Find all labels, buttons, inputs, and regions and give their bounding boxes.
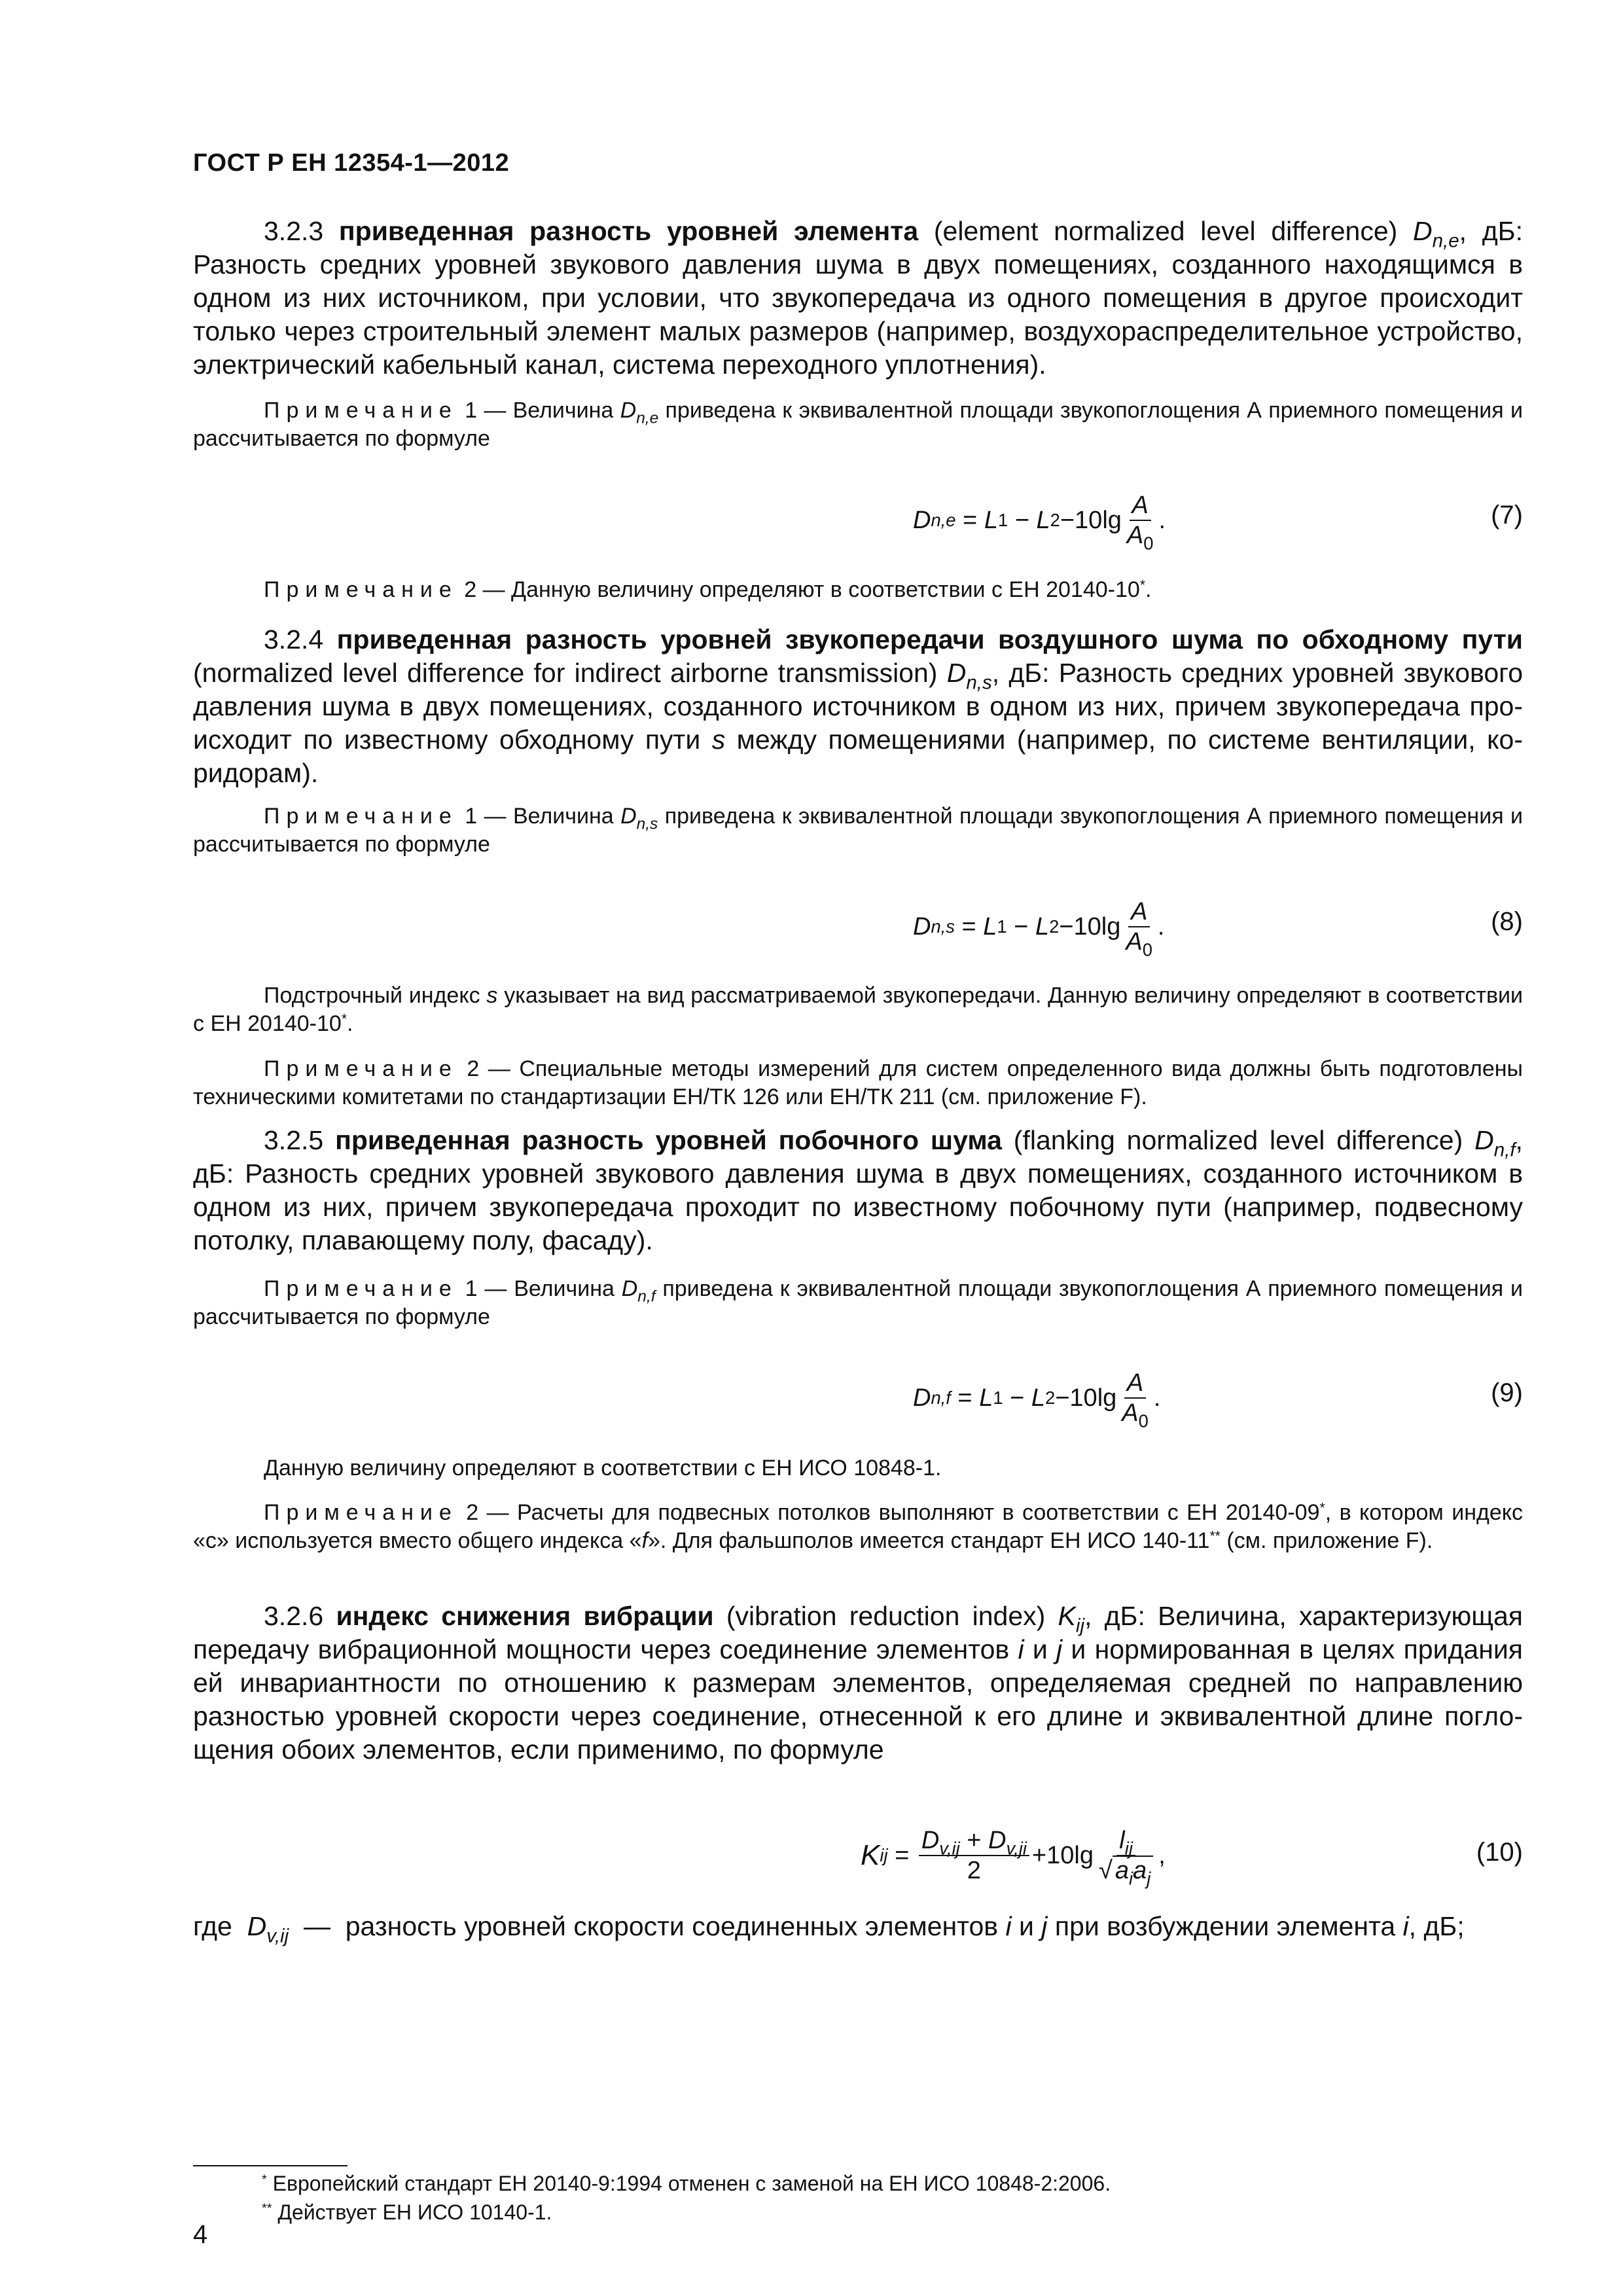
note-3-2-5-2: Примечание 2 — Расчеты для подвесных потолков выполняют в соответствии с ЕН 20140-09*, в котором индекс «с» используется вместо общего индекса «f». Для фальшполов имеется стандарт ЕН ИСО 140-11** (см. приложение F). xyxy=(193,1500,1523,1553)
formula-10: K ij = $\frac{D_{v,ij} + D_{v,ji}}{2}$ + 10lg $\frac{l_{ij}}{√ a_ia_j}$ , (10) xyxy=(861,1827,1523,1889)
note-3-2-4-1: Примечание 1 — Величина $D_{n,s}$ приведена к эквивалентной площади звукопоглощения А приемного помещения и рассчитывается по формуле xyxy=(193,804,1524,857)
footnote-2: ** Действует ЕН ИСО 10140-1. xyxy=(262,2200,552,2224)
where-clause: где $D_{v,ij}$ — разность уровней скорости соединенных элементов i и j при возбуждении элемента i, дБ; xyxy=(193,1911,1465,1947)
formula-7: D n,e = L 1 − L 2 − 10lg $\frac{A}{A_0}$ . (7) xyxy=(913,492,1523,554)
section-3-2-6: 3.2.6 индекс снижения вибрации (vibration reduction index) $K_{ij}$, дБ: Величина, характеризующая передачу вибрационной мощности через соединение элементов i и j и нормированная в целях придания ей инвариантности по отношению к размерам элементов, определяемая средней по направлению разностью уровней скорости через соединение, отнесенной к его длине и эквивалентной длине поглощения обоих элементов, если применимо, по формуле xyxy=(193,1601,1523,1765)
definition-text: Разность средних уровней звукового давления шума в двух помещениях, созданного находящимся в одном из них источником, при условии, что звукопередача из одного помещения в другое происходит только через строительный элемент малых размеров (например, воздухораспределительное устройство, электрический кабельный канал, система переходного уплотнения). xyxy=(193,249,1523,380)
note-3-2-4-subscript: Подстрочный индекс s указывает на вид рассматриваемой звукопередачи. Данную величину определяют в соответствии с ЕН 20140-10*. xyxy=(193,983,1524,1036)
page-number: 4 xyxy=(193,2220,208,2249)
equation-number: (7) xyxy=(1491,501,1523,529)
section-3-2-4: 3.2.4 приведенная разность уровней звукопередачи воздушного шума по обходному пути (normalized level difference for indirect airborne transmission) $D_{n,s}$, дБ: Разность средних уровней звукового давления шума в двух помещениях, созданного источником в одном из них, причем звукопередача происходит по известному обходному пути s между помещениями (например, по системе вентиляции, коридорам). xyxy=(193,624,1523,788)
section-number: 3.2.3 xyxy=(264,216,324,246)
note-3-2-5-determination: Данную величину определяют в соответствии с ЕН ИСО 10848-1. xyxy=(264,1456,942,1480)
note-3-2-5-1: Примечание 1 — Величина $D_{n,f}$ приведена к эквивалентной площади звукопоглощения А приемного помещения и рассчитывается по формуле xyxy=(193,1276,1524,1329)
note-3-2-3-1: Примечание 1 — Величина $D_{n,e}$ приведена к эквивалентной площади звукопоглощения А приемного помещения и рассчитывается по формуле xyxy=(193,398,1524,451)
section-3-2-5: 3.2.5 приведенная разность уровней побочного шума (flanking normalized level difference) $D_{n,f}$, дБ: Разность средних уровней звукового давления шума в двух помещениях, созданного источником в одном из них, причем звукопередача проходит по известному побочному пути (например, подвесному потолку, плавающему полу, фасаду). xyxy=(193,1125,1523,1255)
footnote-separator xyxy=(193,2165,348,2166)
formula-9: D n,f = L 1 − L 2 − 10lg $\frac{A}{A_0}$ . (9) xyxy=(913,1369,1523,1431)
document-header: ГОСТ Р ЕН 12354-1—2012 xyxy=(193,149,510,177)
section-3-2-3: 3.2.3 приведенная разность уровней элемента (element normalized level difference) $D_{n,e}$, дБ: Разность средних уровней звукового давления шума в двух помещениях, созданного находящимся в одном из них источником, при условии, что звукопередача из одного помещения в другое происходит только через строительный элемент малых размеров (например, воздухораспределительное устройство, электрический кабельный канал, система переходного уплотнения). xyxy=(193,216,1523,380)
formula-8: D n,s = L 1 − L 2 − 10lg $\frac{A}{A_0}$ . (8) xyxy=(913,898,1523,960)
note-3-2-4-2: Примечание 2 — Специальные методы измерений для систем определенного вида должны быть подготовлены техническими комитетами по стандартизации ЕН/ТК 126 или ЕН/ТК 211 (см. приложение F). xyxy=(193,1056,1523,1109)
term-english: (element normalized level difference) xyxy=(933,216,1398,246)
term-title: приведенная разность уровней элемента xyxy=(338,216,919,246)
footnote-1: * Европейский стандарт ЕН 20140-9:1994 отменен с заменой на ЕН ИСО 10848-2:2006. xyxy=(262,2172,1111,2195)
note-3-2-3-2: Примечание 2 — Данную величину определяют в соответствии с ЕН 20140-10*. xyxy=(264,577,1152,602)
